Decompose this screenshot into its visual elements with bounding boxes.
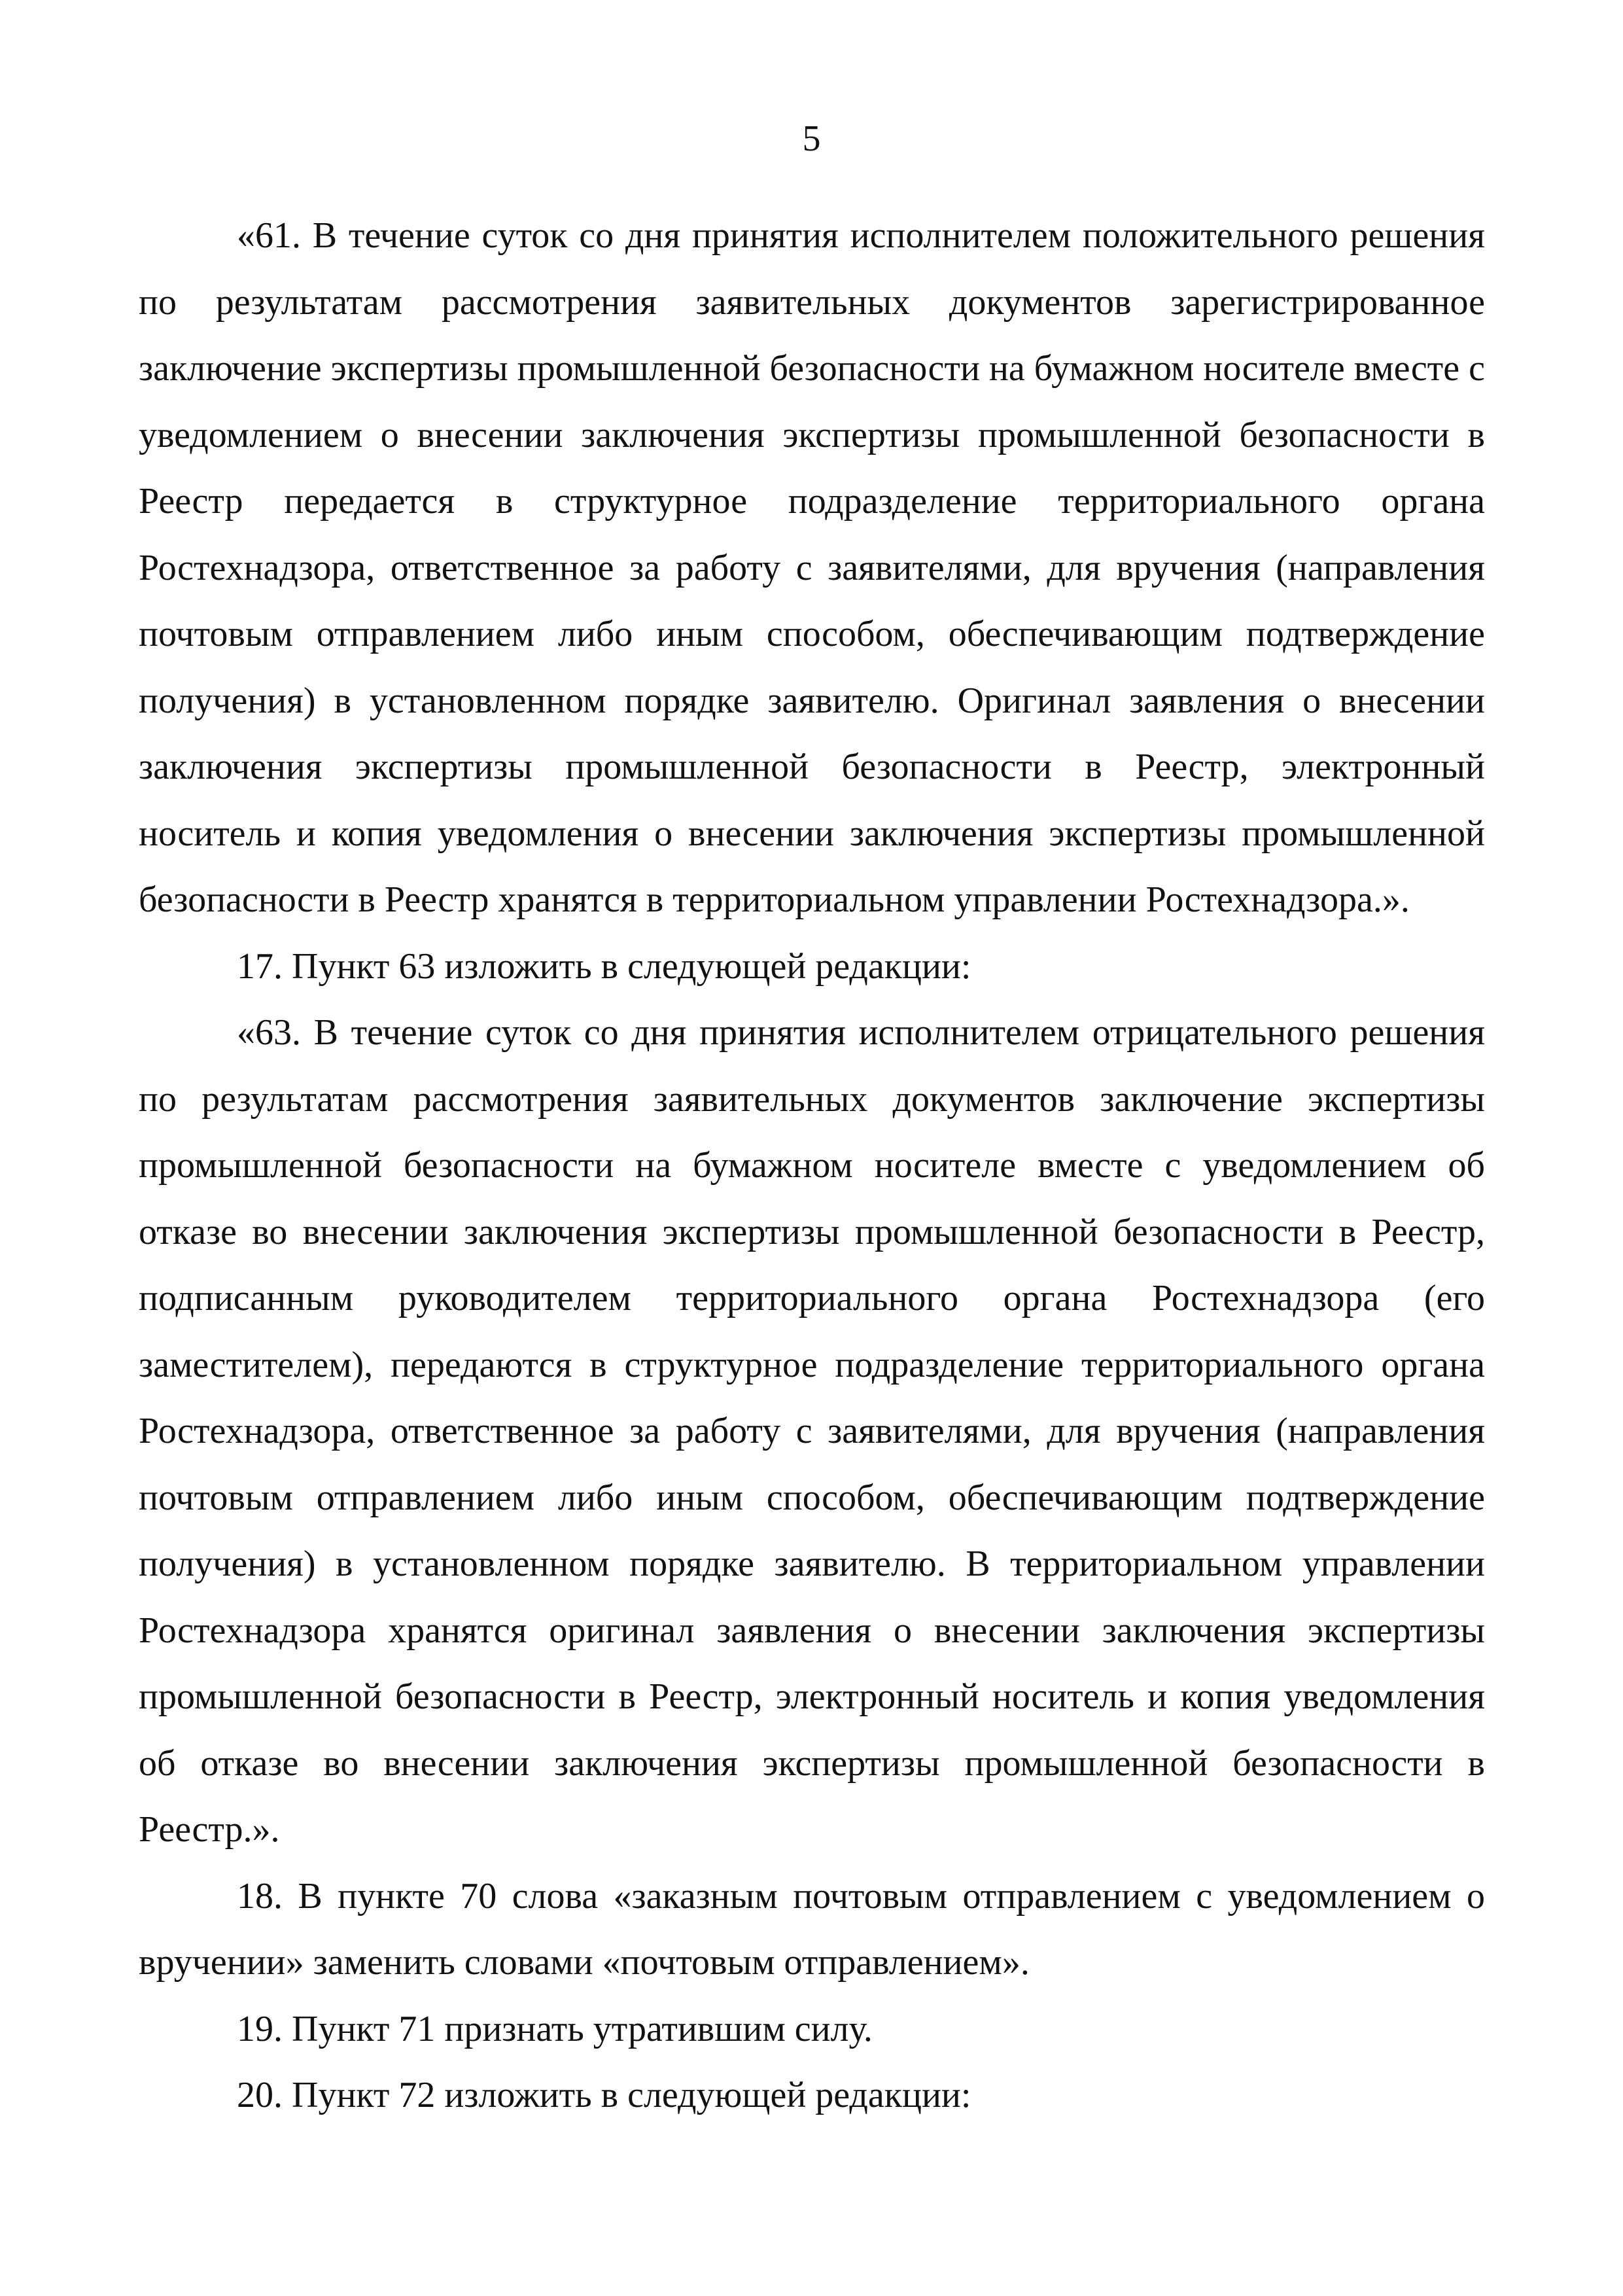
paragraph-18: 18. В пункте 70 слова «заказным почтовым отправлением с уведомлением о вручении» заменить словами «почтовым отправлением». <box>139 1875 1485 1983</box>
document-body <box>139 203 1485 2129</box>
paragraph-63: «63. В течение суток со дня принятия исполнителем отрицательного решения по результатам рассмотрения заявительных документов заключение экспертизы промышленной безопасности на бумажном носителе вместе с уведомлением об отказе во внесении заключения экспертизы промышленной безопасности в Реестр, подписанным руководителем территориального органа Ростехнадзора (его заместителем), передаются в структурное подразделение территориального органа Ростехнадзора, ответственное за работу с заявителями, для вручения (направления почтовым отправлением либо иным способом, обеспечивающим подтверждение получения) в установленном порядке заявителю. В территориальном управлении Ростехнадзора хранятся оригинал заявления о внесении заключения экспертизы промышленной безопасности в Реестр, электронный носитель и копия уведомления об отказе во внесении заключения экспертизы промышленной безопасности в Реестр.». <box>139 1012 1485 1850</box>
paragraph-17: 17. Пункт 63 изложить в следующей редакции: <box>237 945 971 987</box>
paragraph-19: 19. Пункт 71 признать утратившим силу. <box>237 2008 873 2049</box>
page-number: 5 <box>802 118 821 159</box>
paragraph-20: 20. Пункт 72 изложить в следующей редакции: <box>237 2075 971 2115</box>
paragraph-61: «61. В течение суток со дня принятия исполнителем положительного решения по результатам рассмотрения заявительных документов зарегистрированное заключение экспертизы промышленной безопасности на бумажном носителе вместе с уведомлением о внесении заключения экспертизы промышленной безопасности в Реестр передается в структурное подразделение территориального органа Ростехнадзора, ответственное за работу с заявителями, для вручения (направления почтовым отправлением либо иным способом, обеспечивающим подтверждение получения) в установленном порядке заявителю. Оригинал заявления о внесении заключения экспертизы промышленной безопасности в Реестр, электронный носитель и копия уведомления о внесении заключения экспертизы промышленной безопасности в Реестр хранятся в территориальном управлении Ростехнадзора.». <box>139 215 1485 920</box>
